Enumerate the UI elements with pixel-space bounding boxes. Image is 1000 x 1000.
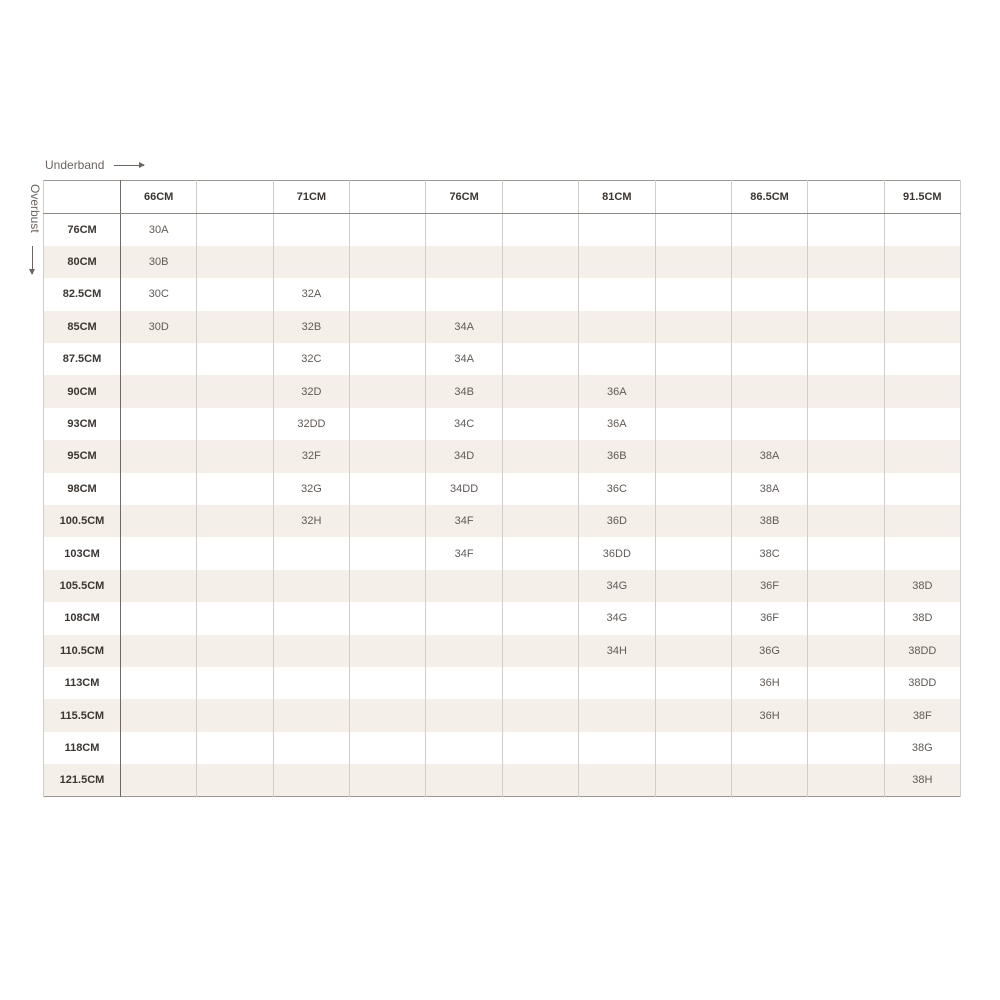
size-cell [350,408,426,440]
header-row [44,181,961,214]
size-cell [808,732,884,764]
size-cell: 32B [273,311,349,343]
size-cell [808,408,884,440]
size-cell [884,343,960,375]
size-cell [808,440,884,472]
row-header: 76CM [44,214,121,246]
size-cell [731,732,807,764]
size-cell [502,699,578,731]
size-cell [655,440,731,472]
size-cell [655,408,731,440]
size-cell: 34C [426,408,502,440]
size-cell: 38F [884,699,960,731]
size-cell [350,602,426,634]
size-cell: 38H [884,764,960,796]
size-cell [655,667,731,699]
size-cell [350,473,426,505]
arrow-down-icon [32,246,33,274]
size-cell [197,764,273,796]
corner-cell [44,181,121,214]
table-row [44,408,961,440]
size-cell [350,440,426,472]
size-cell [350,311,426,343]
size-cell [273,537,349,569]
table-row [44,570,961,602]
size-cell: 36B [579,440,655,472]
size-cell [426,602,502,634]
size-cell: 38G [884,732,960,764]
size-cell [808,699,884,731]
table-row [44,602,961,634]
size-cell [655,375,731,407]
row-header: 80CM [44,246,121,278]
size-cell [579,699,655,731]
size-cell [273,246,349,278]
column-header [808,181,884,214]
size-cell [426,570,502,602]
size-cell [426,699,502,731]
size-cell: 36F [731,570,807,602]
size-cell [197,214,273,246]
column-header [350,181,426,214]
size-cell [731,246,807,278]
size-cell [426,278,502,310]
size-cell [808,473,884,505]
size-cell [655,635,731,667]
overbust-label: Overbust [28,184,42,233]
size-cell [655,764,731,796]
column-header: 66CM [121,181,197,214]
size-cell [350,667,426,699]
size-cell [655,732,731,764]
size-cell [502,537,578,569]
size-cell [655,602,731,634]
row-header: 115.5CM [44,699,121,731]
size-cell [197,732,273,764]
size-cell [197,505,273,537]
size-cell [350,635,426,667]
size-cell: 36A [579,408,655,440]
row-header: 110.5CM [44,635,121,667]
row-header: 105.5CM [44,570,121,602]
size-cell [197,473,273,505]
size-cell: 36C [579,473,655,505]
size-cell [655,214,731,246]
size-cell [273,602,349,634]
size-cell [808,667,884,699]
size-cell [121,699,197,731]
row-header: 87.5CM [44,343,121,375]
table-row [44,375,961,407]
table-row [44,278,961,310]
size-cell [197,278,273,310]
size-cell: 34G [579,602,655,634]
row-header: 100.5CM [44,505,121,537]
size-cell [197,311,273,343]
size-cell [502,570,578,602]
size-cell [197,570,273,602]
size-cell [884,278,960,310]
size-cell [731,311,807,343]
underband-axis [45,156,144,174]
size-cell [121,408,197,440]
row-header: 108CM [44,602,121,634]
size-cell [884,473,960,505]
size-cell [502,375,578,407]
size-cell [197,408,273,440]
row-header: 82.5CM [44,278,121,310]
size-cell [273,732,349,764]
size-cell [579,214,655,246]
size-cell [350,732,426,764]
overbust-axis [24,184,42,280]
size-cell [350,375,426,407]
size-cell [502,635,578,667]
size-cell: 32DD [273,408,349,440]
size-cell: 30B [121,246,197,278]
table-row [44,764,961,796]
size-cell [579,732,655,764]
column-header: 76CM [426,181,502,214]
size-cell [579,764,655,796]
size-cell [655,473,731,505]
row-header: 90CM [44,375,121,407]
size-cell [350,278,426,310]
size-cell [121,764,197,796]
row-header: 113CM [44,667,121,699]
size-cell [121,505,197,537]
size-cell [197,375,273,407]
size-cell [502,246,578,278]
size-cell: 34H [579,635,655,667]
size-cell [197,602,273,634]
size-cell [808,246,884,278]
size-cell [808,343,884,375]
size-cell: 36D [579,505,655,537]
size-cell [350,699,426,731]
size-cell [502,440,578,472]
size-cell [426,764,502,796]
size-cell [884,537,960,569]
size-cell: 30D [121,311,197,343]
size-cell [426,635,502,667]
size-cell [502,667,578,699]
size-cell: 30C [121,278,197,310]
size-cell [808,570,884,602]
size-cell [121,570,197,602]
size-cell [502,214,578,246]
size-cell [655,246,731,278]
size-cell: 38C [731,537,807,569]
size-cell [273,570,349,602]
size-cell: 36DD [579,537,655,569]
size-cell [121,537,197,569]
table-row [44,214,961,246]
table-row [44,505,961,537]
size-cell: 36H [731,699,807,731]
row-header: 98CM [44,473,121,505]
size-cell [655,343,731,375]
size-cell [121,732,197,764]
size-cell [350,764,426,796]
column-header [502,181,578,214]
size-cell [121,375,197,407]
size-cell [502,602,578,634]
size-cell [121,343,197,375]
size-cell [273,214,349,246]
size-cell: 34DD [426,473,502,505]
size-cell [884,375,960,407]
column-header: 81CM [579,181,655,214]
size-cell [502,764,578,796]
size-cell [502,732,578,764]
size-cell: 32C [273,343,349,375]
column-header [197,181,273,214]
size-cell [197,246,273,278]
size-cell [884,440,960,472]
row-header: 103CM [44,537,121,569]
underband-label: Underband [45,158,105,172]
size-cell [350,505,426,537]
size-cell [502,408,578,440]
size-cell [579,246,655,278]
size-chart-table [43,180,961,797]
size-cell [731,343,807,375]
size-cell [197,699,273,731]
table-row [44,311,961,343]
size-cell [121,602,197,634]
row-header: 85CM [44,311,121,343]
size-cell: 38A [731,440,807,472]
size-cell [121,635,197,667]
size-cell [197,440,273,472]
size-cell: 38D [884,570,960,602]
size-cell [121,440,197,472]
size-cell [731,764,807,796]
size-cell [273,635,349,667]
size-cell: 34A [426,311,502,343]
size-cell [808,602,884,634]
size-cell [350,246,426,278]
size-cell [808,311,884,343]
size-cell [197,343,273,375]
size-cell: 30A [121,214,197,246]
size-cell [655,505,731,537]
size-cell [121,473,197,505]
column-header: 71CM [273,181,349,214]
size-cell: 38A [731,473,807,505]
column-header: 86.5CM [731,181,807,214]
size-cell [426,214,502,246]
size-cell [426,732,502,764]
size-cell [808,214,884,246]
table-row [44,537,961,569]
size-cell: 32A [273,278,349,310]
size-cell: 32D [273,375,349,407]
size-cell [884,408,960,440]
size-cell [350,537,426,569]
row-header: 118CM [44,732,121,764]
table-row [44,732,961,764]
size-cell [808,764,884,796]
size-cell: 32G [273,473,349,505]
size-cell [655,570,731,602]
size-cell: 36H [731,667,807,699]
size-cell [731,375,807,407]
size-cell: 38B [731,505,807,537]
table-row [44,699,961,731]
size-cell [655,278,731,310]
table-row [44,343,961,375]
size-cell [350,214,426,246]
size-cell [197,537,273,569]
size-cell: 38D [884,602,960,634]
row-header: 121.5CM [44,764,121,796]
table-row [44,473,961,505]
size-cell [579,667,655,699]
size-cell [808,375,884,407]
size-cell [655,699,731,731]
size-cell [655,537,731,569]
size-cell [273,667,349,699]
size-cell [808,278,884,310]
size-cell [197,667,273,699]
size-cell: 34D [426,440,502,472]
size-cell: 32H [273,505,349,537]
size-cell [808,505,884,537]
size-cell [808,635,884,667]
size-cell: 36G [731,635,807,667]
size-cell [579,343,655,375]
size-cell [884,311,960,343]
size-cell: 34A [426,343,502,375]
size-cell [884,246,960,278]
size-cell [731,278,807,310]
size-cell [579,278,655,310]
size-cell [426,667,502,699]
arrow-right-icon [114,165,144,166]
size-cell: 34G [579,570,655,602]
size-cell [731,408,807,440]
size-cell: 34F [426,537,502,569]
size-cell: 32F [273,440,349,472]
size-cell: 38DD [884,667,960,699]
table-row [44,667,961,699]
size-cell [273,764,349,796]
table-row [44,246,961,278]
table-row [44,635,961,667]
row-header: 95CM [44,440,121,472]
row-header: 93CM [44,408,121,440]
size-cell [655,311,731,343]
column-header: 91.5CM [884,181,960,214]
column-header [655,181,731,214]
table-row [44,440,961,472]
size-cell [502,278,578,310]
size-cell: 34F [426,505,502,537]
size-cell [808,537,884,569]
size-cell [579,311,655,343]
size-cell: 36F [731,602,807,634]
size-cell [426,246,502,278]
size-cell [273,699,349,731]
size-cell [502,343,578,375]
size-cell [350,343,426,375]
size-cell [197,635,273,667]
size-cell [502,311,578,343]
size-cell [884,214,960,246]
size-cell: 34B [426,375,502,407]
size-cell [121,667,197,699]
size-cell: 36A [579,375,655,407]
size-cell [884,505,960,537]
size-cell [502,473,578,505]
size-cell: 38DD [884,635,960,667]
size-cell [502,505,578,537]
size-cell [731,214,807,246]
size-cell [350,570,426,602]
